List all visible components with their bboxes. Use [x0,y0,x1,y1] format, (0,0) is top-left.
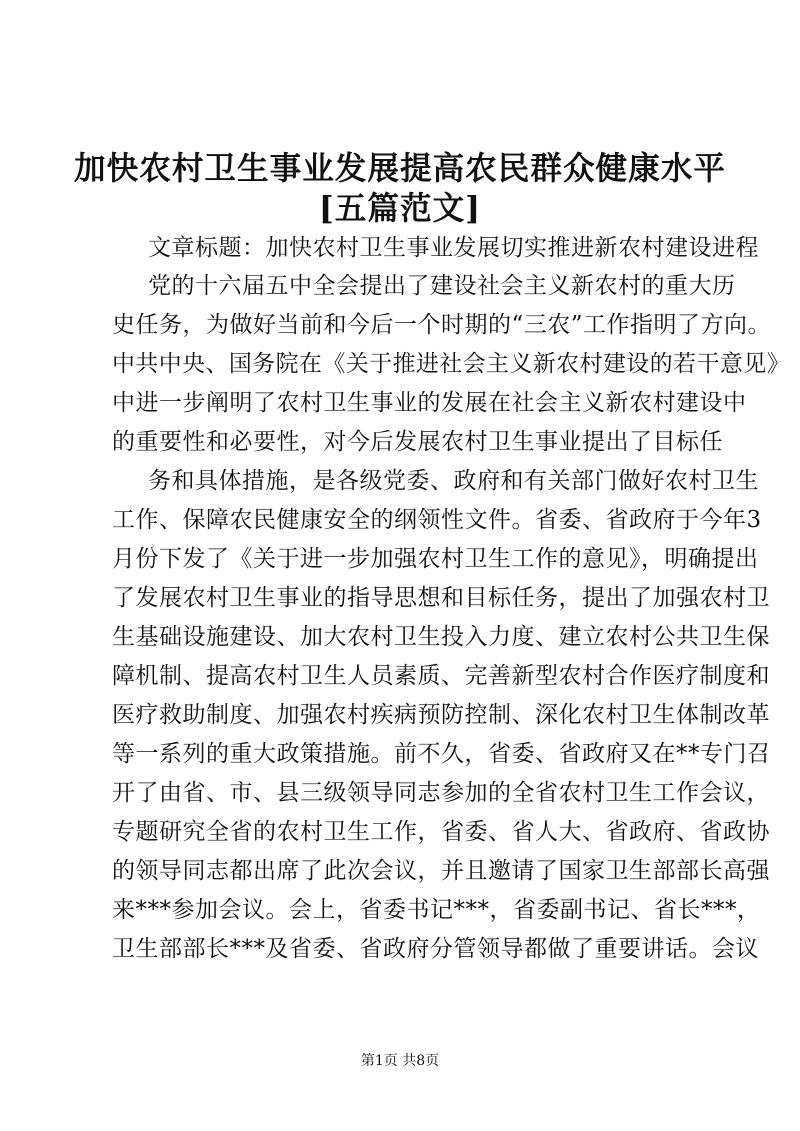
document-title-line-1: 加快农村卫生事业发展提高农民群众健康水平 [74,150,726,187]
body-line: 中共中央、国务院在《关于推进社会主义新农村建设的若干意见》 [112,351,791,377]
body-line: 党的十六届五中全会提出了建设社会主义新农村的重大历 [148,273,736,299]
body-line: 医疗救助制度、加强农村疾病预防控制、深化农村卫生体制改革 [112,702,770,728]
body-line: 的领导同志都出席了此次会议，并且邀请了国家卫生部部长高强 [112,858,770,884]
body-line: 了发展农村卫生事业的指导思想和目标任务，提出了加强农村卫 [112,585,770,611]
body-line: 工作、保障农民健康安全的纲领性文件。省委、省政府于今年3 [112,507,762,533]
body-line: 的重要性和必要性，对今后发展农村卫生事业提出了目标任 [112,429,723,455]
body-line: 文章标题：加快农村卫生事业发展切实推进新农村建设进程 [148,235,759,261]
body-line: 史任务，为做好当前和今后一个时期的“三农”工作指明了方向。 [112,312,772,338]
body-line: 来***参加会议。会上，省委书记***，省委副书记、省长***， [112,897,761,923]
body-line: 专题研究全省的农村卫生工作，省委、省人大、省政府、省政协 [112,819,770,845]
page-footer: 第1页 共8页 [360,1053,440,1069]
body-line: 中进一步阐明了农村卫生事业的发展在社会主义新农村建设中 [112,390,747,416]
body-line: 务和具体措施，是各级党委、政府和有关部门做好农村卫生 [148,468,759,494]
body-line: 开了由省、市、县三级领导同志参加的全省农村卫生工作会议， [112,780,770,806]
body-line: 障机制、提高农村卫生人员素质、完善新型农村合作医疗制度和 [112,663,770,689]
body-line: 生基础设施建设、加大农村卫生投入力度、建立农村公共卫生保 [112,624,770,650]
body-line: 月份下发了《关于进一步加强农村卫生工作的意见》，明确提出 [112,546,759,572]
document-title-line-2: [五篇范文] [318,190,482,227]
body-line: 卫生部部长***及省委、省政府分管领导都做了重要讲话。会议 [112,936,759,962]
body-line: 等一系列的重大政策措施。前不久，省委、省政府又在**专门召 [112,741,771,767]
